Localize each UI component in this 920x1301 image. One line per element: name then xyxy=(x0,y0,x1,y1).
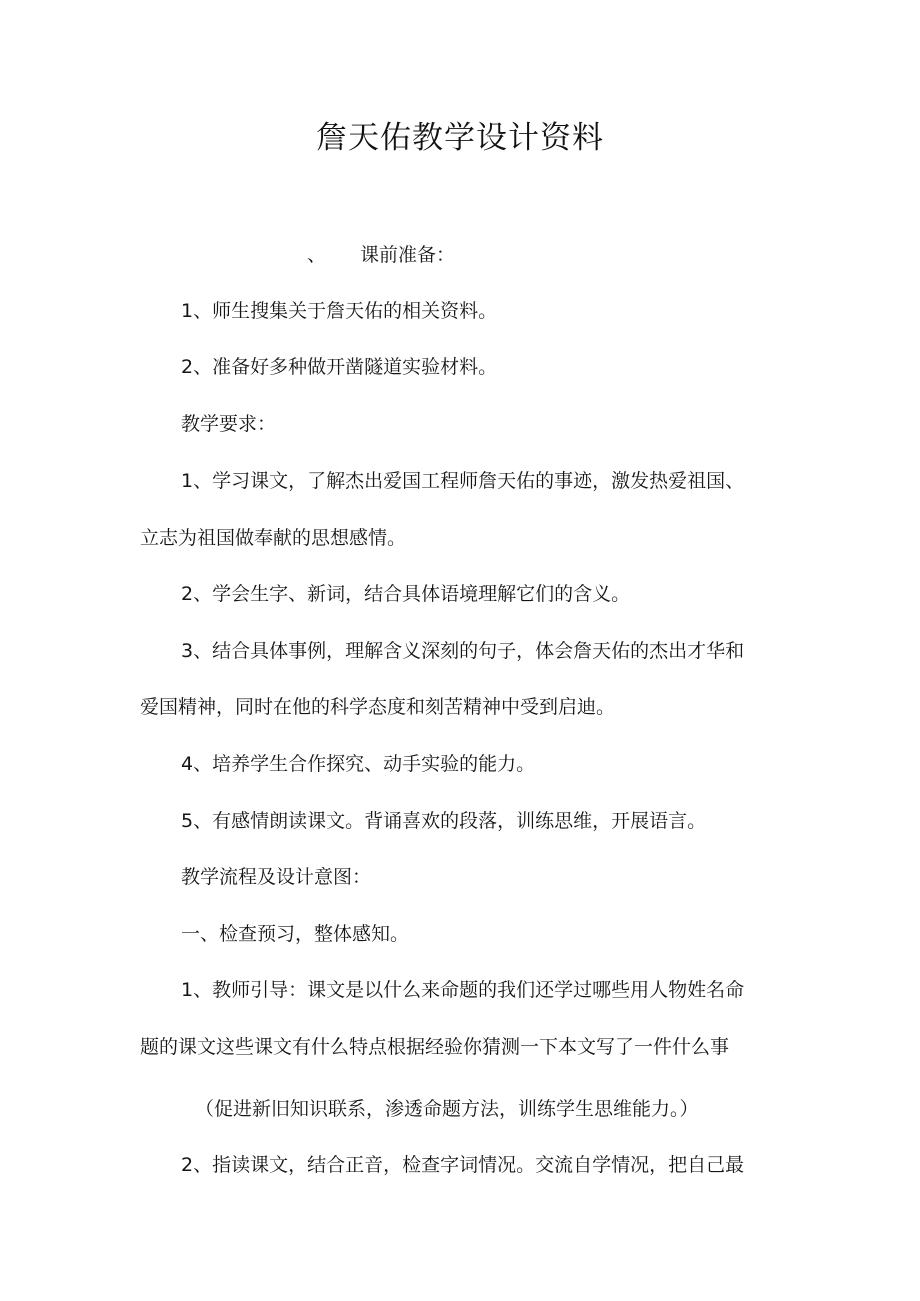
subsection-heading: 一、检查预习，整体感知。 xyxy=(181,923,410,945)
paragraph-line: 爱国精神，同时在他的科学态度和刻苦精神中受到启迪。 xyxy=(140,696,616,718)
paragraph-line: 1、师生搜集关于詹天佑的相关资料。 xyxy=(181,300,498,322)
section-heading-process: 教学流程及设计意图： xyxy=(181,866,372,888)
section-heading-preparation: 课前准备： xyxy=(360,244,456,266)
paragraph-line: 5、有感情朗读课文。背诵喜欢的段落，训练思维，开展语言。 xyxy=(181,810,707,832)
paragraph-line: 3、结合具体事例，理解含义深刻的句子，体会詹天佑的杰出才华和 xyxy=(181,640,745,662)
paragraph-line: 2、学会生字、新词，结合具体语境理解它们的含义。 xyxy=(181,583,631,605)
design-intent-note: （促进新旧知识联系，渗透命题方法，训练学生思维能力。） xyxy=(195,1098,699,1120)
paragraph-line: 立志为祖国做奉献的思想感情。 xyxy=(140,527,407,549)
paragraph-line: 4、培养学生合作探究、动手实验的能力。 xyxy=(181,753,536,775)
section-mark: 、 xyxy=(307,244,327,266)
paragraph-line: 1、教师引导：课文是以什么来命题的我们还学过哪些用人物姓名命 xyxy=(181,979,745,1001)
paragraph-line: 2、准备好多种做开凿隧道实验材料。 xyxy=(181,356,498,378)
document-title: 詹天佑教学设计资料 xyxy=(316,120,604,156)
paragraph-line: 题的课文这些课文有什么特点根据经验你猜测一下本文写了一件什么事 xyxy=(140,1036,730,1058)
section-heading-requirements: 教学要求： xyxy=(181,413,277,435)
paragraph-line: 2、指读课文，结合正音，检查字词情况。交流自学情况，把自己最 xyxy=(181,1154,745,1176)
paragraph-line: 1、学习课文，了解杰出爱国工程师詹天佑的事迹，激发热爱祖国、 xyxy=(181,470,745,492)
